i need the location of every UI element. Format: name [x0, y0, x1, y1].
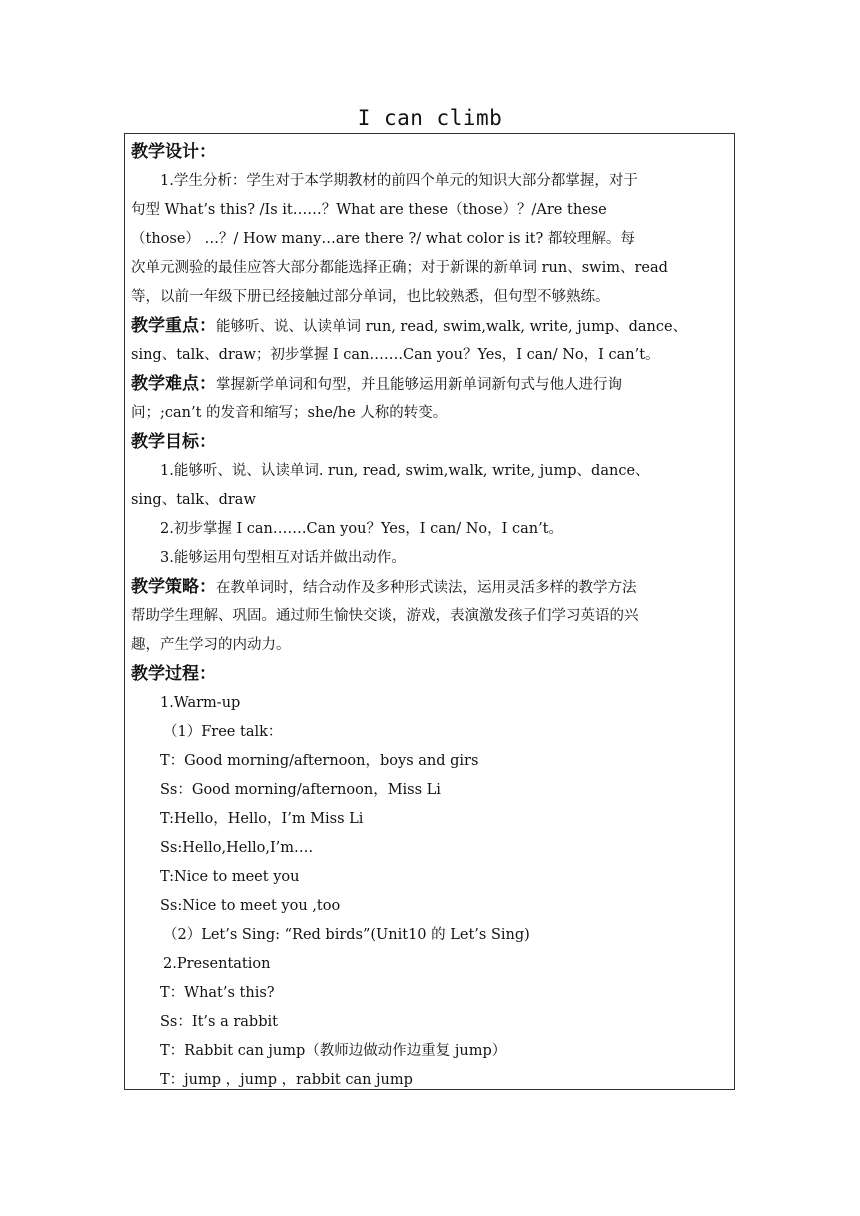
- objective-line: sing、talk、draw: [131, 492, 256, 508]
- objective-line: 2.初步掌握 I can…….Can you？Yes，I can/ No，I can’t。: [160, 521, 564, 537]
- difficulties-heading: 教学难点：: [131, 374, 216, 394]
- design-line: 1.学生分析：学生对于本学期教材的前四个单元的知识大部分都掌握，对于: [160, 173, 638, 189]
- objective-line: 1.能够听、说、认读单词. run, read, swim,walk, write, jump、dance、: [160, 463, 650, 479]
- objective-line: 3.能够运用句型相互对话并做出动作。: [160, 550, 406, 566]
- process-line: T：Rabbit can jump（教师边做动作边重复 jump）: [160, 1043, 507, 1059]
- process-line: T：Good morning/afternoon，boys and girs: [160, 753, 479, 769]
- design-line: （those） …？/ How many…are there ?/ what color is it? 都较理解。每: [131, 231, 635, 247]
- process-line: T:Nice to meet you: [160, 869, 300, 885]
- process-line: 1.Warm-up: [160, 695, 241, 711]
- strategy-line: 趣，产生学习的内动力。: [131, 637, 291, 653]
- strategy-text: 在教单词时，结合动作及多种形式读法，运用灵活多样的教学方法: [216, 580, 637, 596]
- process-line: T:Hello，Hello，I’m Miss Li: [160, 811, 364, 827]
- key-points-heading: 教学重点：: [131, 316, 216, 336]
- strategy-line: 帮助学生理解、巩固。通过师生愉快交谈，游戏，表演激发孩子们学习英语的兴: [131, 608, 639, 624]
- strategy-heading: 教学策略：: [131, 577, 216, 597]
- process-line: Ss：Good morning/afternoon，Miss Li: [160, 782, 441, 798]
- process-line: Ss:Nice to meet you ,too: [160, 898, 341, 914]
- process-line: T：jump ，jump ，rabbit can jump: [160, 1072, 413, 1088]
- design-line: 句型 What’s this? /Is it……？What are these（those）？/Are these: [131, 202, 607, 218]
- design-line: 等，以前一年级下册已经接触过部分单词，也比较熟悉，但句型不够熟练。: [131, 289, 610, 305]
- process-line: （2）Let’s Sing: “Red birds”(Unit10 的 Let’s Sing): [163, 927, 530, 943]
- process-line: T：What’s this?: [160, 985, 275, 1001]
- difficulties-text: 掌握新学单词和句型，并且能够运用新单词新句式与他人进行询: [216, 377, 622, 393]
- document-title: I can climb: [357, 106, 503, 130]
- process-heading: 教学过程：: [131, 664, 216, 684]
- lesson-plan-table: [124, 133, 735, 1090]
- lesson-plan-content: [131, 138, 731, 1095]
- design-line: 次单元测验的最佳应答大部分都能选择正确；对于新课的新单词 run、swim、read: [131, 260, 668, 276]
- key-points-line: sing、talk、draw；初步掌握 I can…….Can you？Yes，I can/ No，I can’t。: [131, 347, 660, 363]
- process-line: （1）Free talk：: [163, 724, 283, 740]
- objectives-heading: 教学目标：: [131, 432, 216, 452]
- process-line: Ss：It’s a rabbit: [160, 1014, 278, 1030]
- key-points-text: 能够听、说、认读单词 run, read, swim,walk, write, jump、dance、: [216, 319, 688, 335]
- difficulties-line: 问；;can’t 的发音和缩写；she/he 人称的转变。: [131, 405, 448, 421]
- process-line: 2.Presentation: [163, 956, 271, 972]
- teaching-design-heading: 教学设计：: [131, 142, 216, 162]
- process-line: Ss:Hello,Hello,I’m….: [160, 840, 314, 856]
